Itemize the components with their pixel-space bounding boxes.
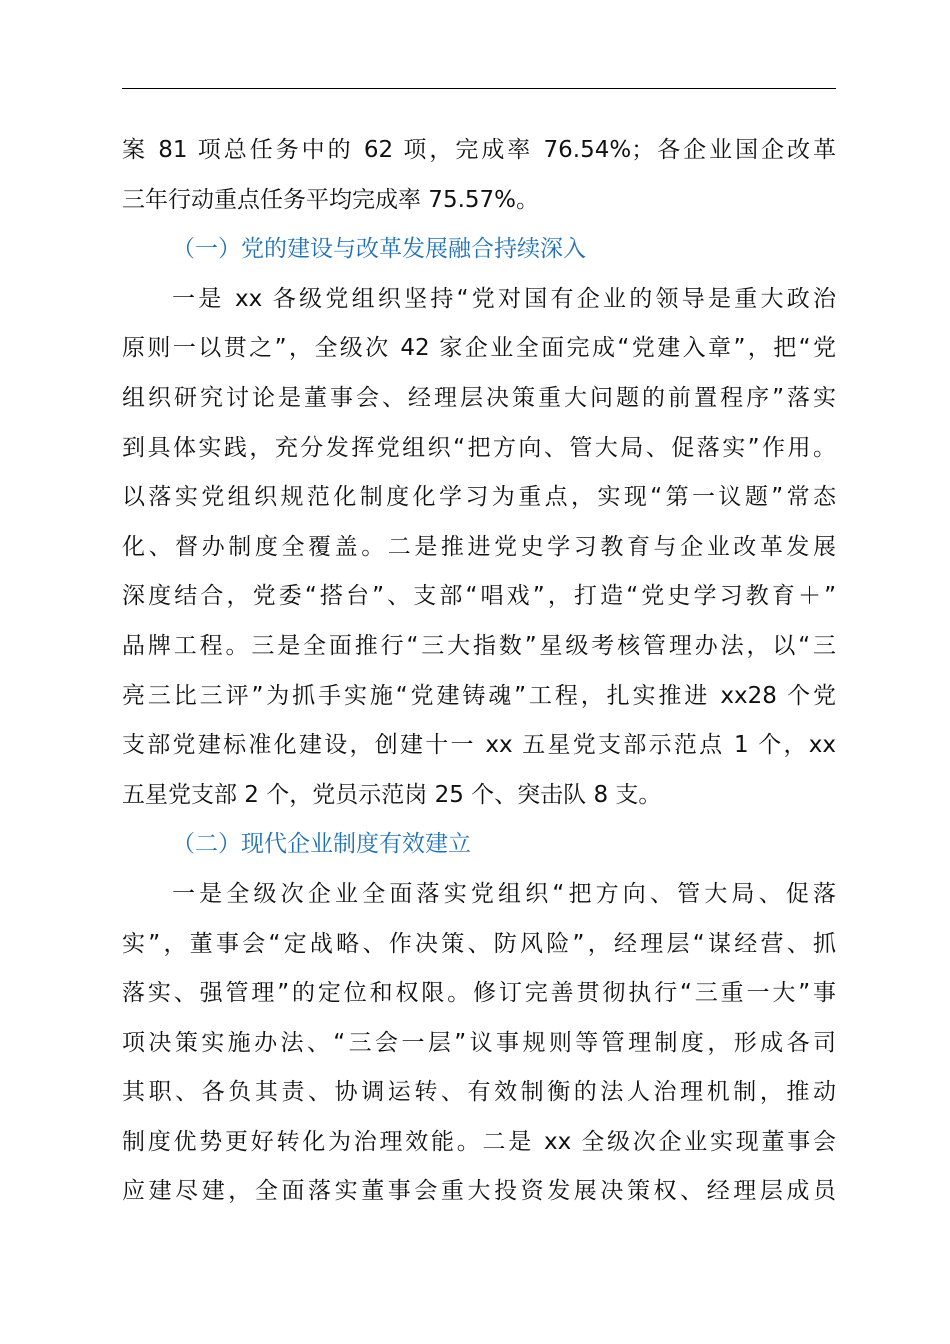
header-rule (122, 88, 836, 89)
paragraph-line: 五星党支部 2 个，党员示范岗 25 个、突击队 8 支。 (122, 781, 662, 808)
document-body (122, 126, 836, 1217)
paragraph-line: 案 81 项总任务中的 62 项，完成率 76.54%；各企业国企改革 (122, 137, 836, 163)
paragraph-line: 支部党建标准化建设，创建十一 xx 五星党支部示范点 1 个，xx (122, 732, 836, 759)
paragraph-line: 其职、各负其责、协调运转、有效制衡的法人治理机制，推动 (122, 1079, 836, 1106)
paragraph-line: 亮三比三评”为抓手实施“党建铸魂”工程，扎实推进 xx28 个党 (122, 682, 836, 709)
section-heading: （二）现代企业制度有效建立 (172, 831, 471, 858)
paragraph-line: 以落实党组织规范化制度化学习为重点，实现“第一议题”常态 (122, 484, 836, 511)
paragraph-line: 一是 xx 各级党组织坚持“党对国有企业的领导是重大政治 (172, 285, 836, 312)
paragraph-line: 原则一以贯之”，全级次 42 家企业全面完成“党建入章”，把“党 (122, 335, 836, 362)
paragraph-line: 一是全级次企业全面落实党组织“把方向、管大局、促落 (172, 880, 836, 907)
paragraph-line: 实”，董事会“定战略、作决策、防风险”，经理层“谋经营、抓 (122, 930, 836, 957)
paragraph-line: 品牌工程。三是全面推行“三大指数”星级考核管理办法，以“三 (122, 632, 836, 659)
paragraph-line: 落实、强管理”的定位和权限。修订完善贯彻执行“三重一大”事 (122, 980, 836, 1007)
paragraph-line: 化、督办制度全覆盖。二是推进党史学习教育与企业改革发展 (122, 533, 836, 560)
paragraph-line: 项决策实施办法、“三会一层”议事规则等管理制度，形成各司 (122, 1029, 836, 1056)
paragraph-line: 制度优势更好转化为治理效能。二是 xx 全级次企业实现董事会 (122, 1128, 836, 1155)
paragraph-line: 应建尽建，全面落实董事会重大投资发展决策权、经理层成员 (122, 1178, 836, 1205)
paragraph-line: 组织研究讨论是董事会、经理层决策重大问题的前置程序”落实 (122, 384, 836, 411)
paragraph-line: 深度结合，党委“搭台”、支部“唱戏”，打造“党史学习教育＋” (122, 583, 836, 610)
section-heading: （一）党的建设与改革发展融合持续深入 (172, 236, 586, 263)
paragraph-line: 三年行动重点任务平均完成率 75.57%。 (122, 186, 540, 213)
paragraph-line: 到具体实践，充分发挥党组织“把方向、管大局、促落实”作用。 (122, 434, 836, 461)
